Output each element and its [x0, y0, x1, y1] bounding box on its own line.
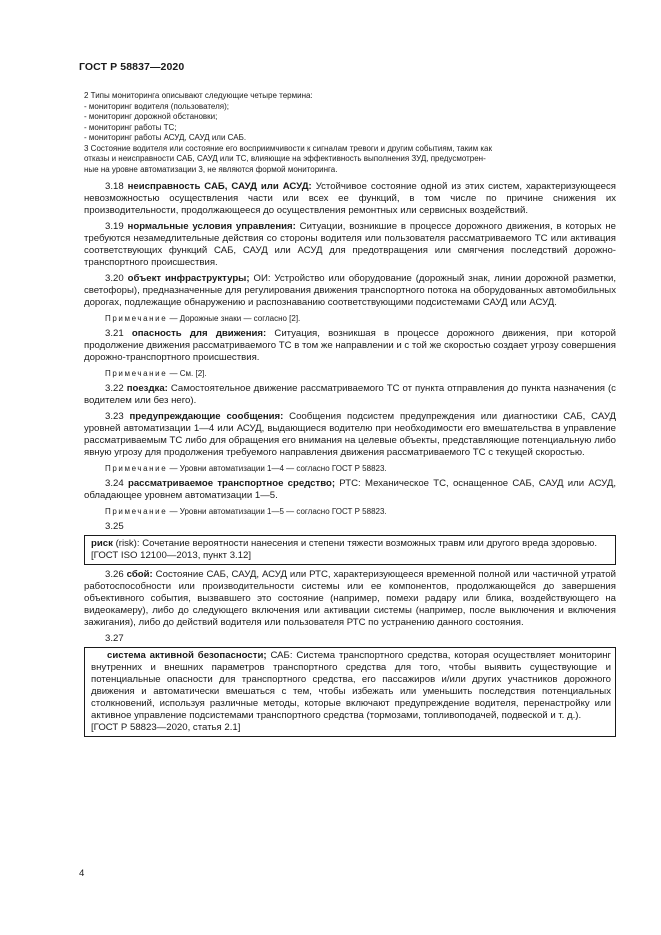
remark-label: Примечание [105, 507, 168, 516]
remark-text: — Дорожные знаки — согласно [2]. [167, 314, 301, 323]
entry-definition: Сообщения подсистем предупреждения или диагностики САБ, САУД уровней автоматизации 1—4 или АСУД, выдающиеся водителю при необходимости его вмешательства в управление рассматриваемым ТС либо для обращения его внимания на целевые объекты, представляющие потенциальную либо явную угрозу для продолжения требуемого направления движения рассматриваемого ТС с текущей скоростью. [84, 411, 616, 458]
entry-definition: Ситуация, возникшая в процессе дорожного движения, при которой продолжение движения рассматриваемого ТС в том же направлении и с той же скоростью создает угрозу совершения дорожно-транспортного происшествия. [84, 328, 616, 363]
remark-text: — См. [2]. [167, 369, 207, 378]
entry-term: нормальные условия управления: [127, 221, 296, 232]
entry-definition: ОИ: Устройство или оборудование (дорожный знак, линии дорожной разметки, светофоры), предназначенные для регулирования движения транспортного потока на оборудованных автомобильных дорогах, подлежащие обнаружению и распознаванию соответствующими подсистемами САУД или АСУД. [84, 273, 616, 308]
entry-3-24 [84, 478, 616, 502]
entry-term: поездка: [126, 383, 168, 394]
remark-3-21 [84, 368, 616, 379]
entry-3-20 [84, 273, 616, 309]
remark-label: Примечание [105, 369, 168, 378]
entry-3-27-box [84, 647, 616, 737]
entry-3-25-number: 3.25 [105, 521, 124, 532]
note-3-line: 3 Состояние водителя или состояние его восприимчивости к сигналам тревоги и другим событиям, таким как [84, 143, 492, 153]
note-3-line: отказы и неисправности САБ, САУД или ТС, влияющие на эффективность выполнения ЗУД, предусмотрен- [84, 154, 486, 163]
entry-3-25-box [84, 535, 616, 565]
entry-definition: Состояние САБ, САУД, АСУД или РТС, характеризующееся временной полной или частичной утратой работоспособности или производительности системы или ее компонентов, продолжающейся до завершения объективного события, вызвавшего это состояние (например, помехи радару или блика, воздействующего на видеокамеру), либо до следующего включения или активации системы (например, после выключения и включения зажигания), либо до действий водителя или пользователя РТС по устранению данного состояния. [84, 569, 617, 628]
entry-number: 3.24 [105, 478, 124, 489]
entry-term: предупреждающие сообщения: [129, 411, 284, 422]
entry-3-21 [84, 328, 616, 364]
note-3-line: ные на уровне автоматизации 3, не являются формой мониторинга. [84, 164, 338, 174]
entry-3-26 [84, 569, 616, 629]
remark-text: — Уровни автоматизации 1—4 — согласно ГОСТ Р 58823. [167, 464, 387, 473]
entry-term: опасность для движения: [131, 328, 267, 339]
entry-source: [ГОСТ ISO 12100—2013, пункт 3.12] [91, 550, 252, 561]
note-2-intro: 2 Типы мониторинга описывают следующие четыре термина: [84, 91, 313, 100]
entry-3-27-number: 3.27 [105, 633, 124, 644]
note-2-item: - мониторинг работы ТС; [84, 122, 177, 132]
entry-3-18 [84, 181, 616, 217]
remark-label: Примечание [105, 314, 168, 323]
entry-number: 3.20 [105, 273, 124, 284]
entry-term: неисправность САБ, САУД или АСУД: [127, 181, 312, 192]
page-header-doc-code: ГОСТ Р 58837—2020 [79, 61, 185, 73]
page-number: 4 [79, 868, 85, 879]
note-2-item: - мониторинг водителя (пользователя); [84, 101, 229, 111]
entry-term: риск [91, 538, 113, 549]
entry-number: 3.19 [105, 221, 124, 232]
entry-3-23 [84, 411, 616, 459]
entry-number: 3.26 [105, 569, 124, 580]
notes-block [84, 91, 616, 175]
note-2-item: - мониторинг дорожной обстановки; [84, 112, 218, 121]
remark-label: Примечание [105, 464, 168, 473]
note-2-item: - мониторинг работы АСУД, САУД или САБ. [84, 133, 247, 142]
entry-definition: САБ: Система транспортного средства, которая осуществляет мониторинг внутренних и внешних параметров транспортного средства для того, чтобы выявить существующие и потенциальные опасности для транспортного средства, его пассажиров и/или других участников дорожного движения и автоматически вмешаться с тем, чтобы избежать или уменьшить последствия потенциальных столкновений, используя различные методы, которые включают предупреждение водителя, перенастройку или активное управление подсистемами транспортного средства (тормозами, топливоподачей, подвеской и т. д.). [91, 650, 611, 721]
entry-term: сбой: [126, 569, 153, 580]
entry-3-19 [84, 221, 616, 269]
entry-number: 3.18 [105, 181, 124, 192]
entry-number: 3.21 [105, 328, 124, 339]
entry-term: рассматриваемое транспортное средство; [127, 478, 336, 489]
remark-text: — Уровни автоматизации 1—5 — согласно ГОСТ Р 58823. [167, 507, 387, 516]
entry-3-25-definition [91, 538, 611, 550]
entry-number: 3.23 [105, 411, 124, 422]
entry-definition: РТС: Механическое ТС, оснащенное САБ, САУД или АСУД, обладающее уровнем автоматизации 1—5. [84, 478, 617, 501]
remark-3-24 [84, 506, 616, 517]
entry-definition: Самостоятельное движение рассматриваемого ТС от пункта отправления до пункта назначения (с водителем или без него). [84, 383, 616, 406]
entry-definition: Устойчивое состояние одной из этих систем, характеризующееся невозможностью осуществления части или всех ее функций, в том числе по причине снижения их производительности, продолжающееся до осуществления ремонтных или сервисных воздействий. [84, 181, 616, 216]
entry-term: система активной безопасности; [107, 650, 267, 661]
entry-term: объект инфраструктуры; [127, 273, 250, 284]
page-content [84, 91, 616, 737]
entry-3-27-definition [91, 650, 611, 722]
remark-3-20 [84, 313, 616, 324]
entry-definition: (risk): Сочетание вероятности нанесения и степени тяжести возможных травм или другого вреда здоровью. [112, 538, 598, 549]
entry-3-22 [84, 383, 616, 407]
entry-definition: Ситуации, возникшие в процессе дорожного движения, в которых не требуются незамедлительные действия со стороны водителя или пользователя рассматриваемого ТС или активация соответствующих функций САБ, САУД или АСУД для предотвращения или смягчения последствий дорожно-транспортного происшествия. [84, 221, 616, 268]
entry-number: 3.22 [105, 383, 124, 394]
remark-3-23 [84, 463, 616, 474]
entry-source: [ГОСТ Р 58823—2020, статья 2.1] [91, 722, 241, 733]
